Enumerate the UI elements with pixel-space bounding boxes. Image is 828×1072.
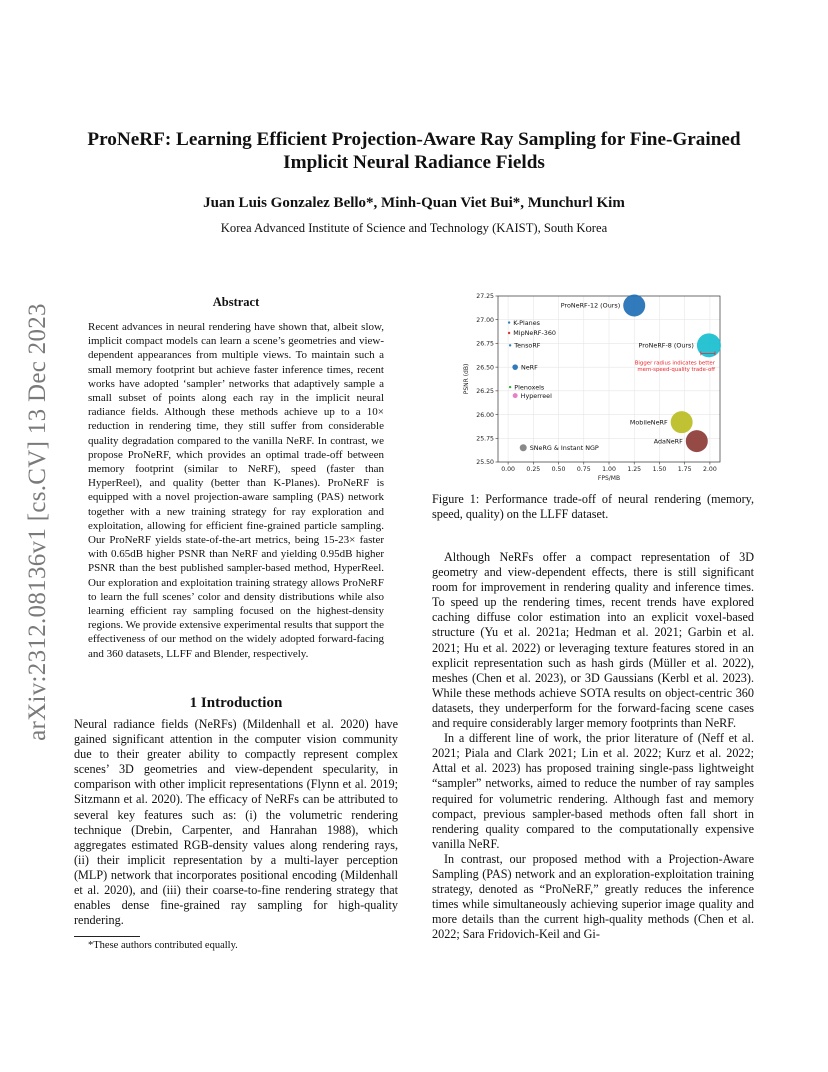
data-point	[623, 294, 645, 316]
y-tick-label: 26.75	[476, 340, 494, 348]
data-point-label: NeRF	[520, 363, 538, 372]
chart-annotation-line1: Bigger radius indicates better	[634, 360, 715, 367]
x-tick-label: 1.50	[652, 466, 667, 473]
data-point	[508, 332, 510, 334]
y-tick-label: 26.50	[476, 364, 494, 372]
data-point-label: ProNeRF-8 (Ours)	[638, 341, 694, 350]
x-tick-label: 0.75	[576, 466, 591, 473]
footnote: *These authors contributed equally.	[88, 940, 238, 951]
data-point	[513, 393, 518, 398]
chart-annotation-line2: mem-speed-quality trade-off	[637, 366, 715, 373]
x-tick-label: 2.00	[703, 466, 717, 473]
data-point-label: K-Planes	[513, 318, 540, 327]
data-point-label: AdaNeRF	[653, 437, 683, 446]
performance-scatter-chart	[460, 288, 730, 488]
arxiv-stamp	[18, 283, 58, 761]
data-point-label: Hyperreel	[520, 391, 552, 400]
x-tick-label: 0.50	[551, 466, 566, 473]
y-tick-label: 25.50	[476, 459, 494, 467]
y-tick-label: 27.00	[476, 316, 494, 324]
data-point-label: Plenoxels	[514, 383, 545, 392]
right-column-text	[432, 550, 754, 942]
data-point	[509, 344, 511, 346]
data-point-label: MipNeRF-360	[513, 329, 556, 338]
data-point	[509, 386, 511, 388]
introduction-paragraph: Neural radiance fields (NeRFs) (Mildenhall et al. 2020) have gained significant attention in the computer vision community due to their greater ability to compactly represent complex scenes’ 3D geometries and view-dependent specularity, in comparison with other implicit representations (Flynn et al. 2019; Sitzmann et al. 2020). The efficacy of NeRFs can be attributed to several key features such as: (i) the volumetric rendering technique (Drebin, Carpenter, and Hanrahan 1988), which aggregates estimated RGB-density values along rendering rays, (ii) their implicit representation by a multi-layer perception (MLP) network that incorporates positional encoding (Mildenhall et al. 2020), and (iii) their coarse-to-fine rendering strategy that enables dense fine-grained ray sampling for high-quality rendering.	[74, 717, 398, 928]
body-paragraph: In contrast, our proposed method with a Projection-Aware Sampling (PAS) network and an exploration-exploitation training strategy, denoted as “ProNeRF,” greatly reduces the inference times while simultaneously achieving superior image quality and more details than the current high-quality methods (Chen et al. 2022; Sara Fridovich-Keil and Gi-	[432, 851, 754, 942]
x-axis-label: FPS/MB	[597, 475, 621, 482]
x-tick-label: 0.25	[526, 466, 541, 473]
y-tick-label: 27.25	[476, 293, 494, 301]
arxiv-stamp-text: arXiv:2312.08136v1 [cs.CV] 13 Dec 2023	[24, 303, 51, 741]
body-paragraph: Although NeRFs offer a compact representation of 3D geometry and view-dependent effects, there is still significant room for improvement in rendering quality and inference times. To speed up the rendering times, recent trends have explored caching diffuse color estimation into an explicit voxel-based structure (Yu et al. 2021a; Hedman et al. 2021; Garbin et al. 2021; Hu et al. 2022) or leveraging texture features stored in an explicit representation such as hash girds (Müller et al. 2022), meshes (Chen et al. 2023), or 3D Gaussians (Kerbl et al. 2023). While these methods achieve SOTA results on object-centric 360 datasets, they underperform for the forward-facing scene cases and require considerably larger memory footprints than NeRF.	[432, 550, 754, 731]
x-tick-label: 0.00	[501, 466, 515, 473]
x-tick-label: 1.25	[627, 466, 642, 473]
y-tick-label: 26.25	[476, 388, 494, 396]
data-point	[520, 444, 527, 451]
data-point	[686, 430, 708, 452]
figure-1	[460, 288, 730, 488]
abstract-text: Recent advances in neural rendering have shown that, albeit slow, implicit compact models can learn a scene’s geometries and view-dependent appearances from multiple views. To maintain such a small memory footprint but achieve faster inference times, recent works have adopted ‘sampler’ networks that adaptively sample a small subset of points along each ray in the implicit neural radiance fields. Although these methods achieve up to a 10× reduction in rendering time, they still suffer from considerable quality degradation compared to the vanilla NeRF. In contrast, we propose ProNeRF, which provides an optimal trade-off between memory footprint (similar to NeRF), speed (faster than HyperReel), and quality (better than K-Planes). ProNeRF is equipped with a novel projection-aware sampling (PAS) network together with a new training strategy for ray exploration and exploitation, allowing for efficient fine-grained particle sampling. Our ProNeRF yields state-of-the-art metrics, being 15-23× faster with 0.65dB higher PSNR than NeRF and yielding 0.95dB higher PSNR than the best published sampler-based method, HyperReel. Our exploration and exploitation training strategy allows ProNeRF to learn the full scenes’ color and density distributions while also learning efficient ray sampling focused on the highest-density regions. We provide extensive experimental results that support the effectiveness of our method on the widely adopted forward-facing and 360 datasets, LLFF and Blender, respectively.	[88, 321, 384, 660]
x-tick-label: 1.00	[602, 466, 616, 473]
y-axis-label: PSNR (dB)	[463, 363, 470, 395]
y-tick-label: 25.75	[476, 435, 494, 443]
x-tick-label: 1.75	[677, 466, 692, 473]
figure-caption: Figure 1: Performance trade-off of neural rendering (memory, speed, quality) on the LLFF dataset.	[432, 492, 754, 522]
data-point-label: SNeRG & Instant NGP	[529, 443, 599, 452]
data-point	[508, 321, 510, 323]
body-paragraph: In a different line of work, the prior literature of (Neff et al. 2021; Piala and Clark 2021; Lin et al. 2022; Kurz et al. 2022; Attal et al. 2023) has proposed training single-pass lightweight “sampler” networks, aimed to reduce the number of ray samples required for volumetric rendering. Although fast and memory compact, previous sampler-based methods often fall short in rendering quality compared to the computationally expensive vanilla NeRF.	[432, 731, 754, 851]
data-point	[671, 411, 693, 433]
paper-authors: Juan Luis Gonzalez Bello*, Minh-Quan Viet Bui*, Munchurl Kim	[203, 195, 625, 211]
paper-affiliation: Korea Advanced Institute of Science and Technology (KAIST), South Korea	[220, 221, 608, 235]
data-point-label: MobileNeRF	[629, 418, 668, 427]
y-tick-label: 26.00	[476, 411, 494, 419]
abstract-heading: Abstract	[212, 295, 260, 309]
data-point	[512, 364, 518, 370]
data-point-label: ProNeRF-12 (Ours)	[560, 301, 621, 310]
section-heading-introduction: 1 Introduction	[189, 695, 283, 711]
footnote-rule	[74, 936, 140, 937]
paper-title: ProNeRF: Learning Efficient Projection-Aware Ray Sampling for Fine-Grained Implicit Neural Radiance Fields	[87, 129, 741, 173]
data-point-label: TensoRF	[514, 341, 541, 350]
